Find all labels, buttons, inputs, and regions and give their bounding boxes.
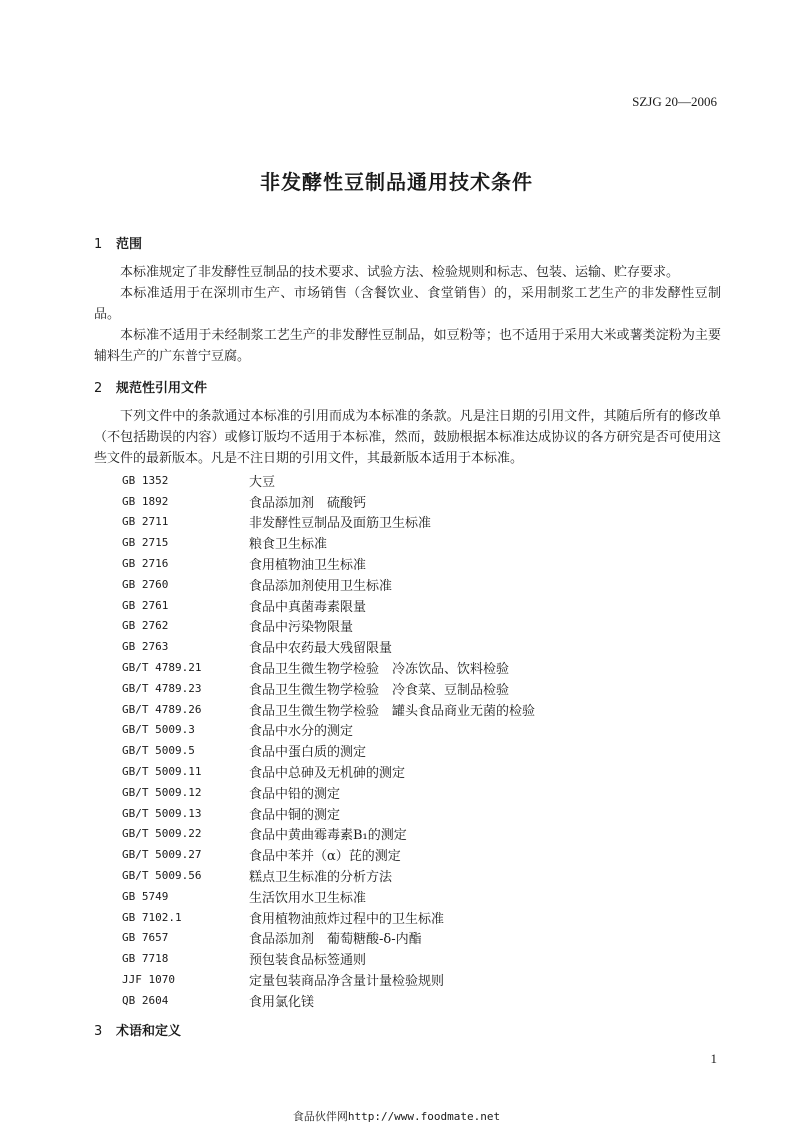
- reference-name: 食品中真菌毒素限量: [249, 599, 367, 615]
- reference-name: 食用氯化镁: [249, 994, 315, 1010]
- standard-code: SZJG 20—2006: [632, 94, 717, 109]
- reference-row: [122, 553, 535, 574]
- reference-row: [122, 616, 535, 637]
- paragraph: 本标准规定了非发酵性豆制品的技术要求、试验方法、检验规则和标志、包装、运输、贮存要求。: [120, 265, 680, 280]
- paragraph: 本标准不适用于未经制浆工艺生产的非发酵性豆制品，如豆粉等；也不适用于采用大米或薯类淀粉为主要辅料生产的广东普宁豆腐。: [94, 328, 721, 364]
- reference-row: [122, 595, 535, 616]
- reference-code: GB 2716: [122, 557, 169, 571]
- reference-code: QB 2604: [122, 993, 169, 1007]
- reference-name: 食品中铅的测定: [249, 786, 341, 802]
- reference-code: GB/T 5009.56: [122, 869, 202, 883]
- reference-row: [122, 948, 535, 969]
- reference-name: 大豆: [249, 474, 276, 490]
- section-number: 1: [94, 237, 103, 252]
- document-title: 非发酵性豆制品通用技术条件: [260, 170, 533, 194]
- reference-row: [122, 470, 535, 491]
- reference-name: 食品卫生微生物学检验 罐头食品商业无菌的检验: [249, 703, 536, 719]
- reference-name: 生活饮用水卫生标准: [249, 890, 367, 906]
- reference-code: GB 7102.1: [122, 910, 182, 924]
- reference-row: [122, 969, 535, 990]
- reference-row: [122, 574, 535, 595]
- reference-name: 食品中水分的测定: [249, 724, 354, 740]
- section-number: 2: [94, 381, 103, 396]
- reference-code: GB/T 5009.5: [122, 744, 195, 758]
- section-title: 规范性引用文件: [116, 381, 208, 396]
- reference-name: 食品添加剂使用卫生标准: [249, 578, 393, 594]
- reference-code: GB 5749: [122, 889, 169, 903]
- reference-row: [122, 865, 535, 886]
- reference-name: 预包装食品标签通则: [249, 953, 367, 969]
- reference-row: [122, 782, 535, 803]
- reference-row: [122, 491, 535, 512]
- section-3-heading: [94, 1020, 181, 1039]
- reference-code: GB 1352: [122, 473, 169, 487]
- reference-row: [122, 657, 535, 678]
- reference-row: [122, 678, 535, 699]
- reference-code: GB/T 5009.3: [122, 723, 195, 737]
- reference-row: [122, 907, 535, 928]
- reference-row: [122, 803, 535, 824]
- reference-code: GB 2763: [122, 640, 169, 654]
- footer-watermark: 食品伙伴网http://www.foodmate.net: [292, 1110, 501, 1123]
- reference-code: GB/T 4789.21: [122, 661, 202, 675]
- reference-name: 食品中黄曲霉毒素B₁的测定: [249, 828, 407, 844]
- reference-name: 食品中污染物限量: [249, 620, 354, 636]
- section-1-heading: [94, 233, 142, 252]
- reference-row: [122, 740, 535, 761]
- reference-name: 食品中苯并（α）芘的测定: [249, 849, 401, 865]
- reference-row: [122, 886, 535, 907]
- reference-code: GB 1892: [122, 494, 169, 508]
- reference-name: 食品添加剂 葡萄糖酸-δ-内酯: [249, 932, 422, 948]
- reference-row: [122, 636, 535, 657]
- reference-code: GB/T 5009.13: [122, 806, 202, 820]
- section-2-heading: [94, 377, 207, 396]
- reference-code: GB 2760: [122, 577, 169, 591]
- reference-name: 食品中农药最大残留限量: [249, 641, 393, 657]
- reference-row: [122, 928, 535, 949]
- reference-code: GB/T 4789.26: [122, 702, 202, 716]
- reference-code: JJF 1070: [122, 973, 175, 987]
- reference-code: GB 2715: [122, 536, 169, 550]
- reference-row: [122, 990, 535, 1011]
- reference-row: [122, 824, 535, 845]
- reference-code: GB/T 5009.11: [122, 765, 202, 779]
- reference-code: GB 7657: [122, 931, 169, 945]
- paragraph: 本标准适用于在深圳市生产、市场销售（含餐饮业、食堂销售）的，采用制浆工艺生产的非发酵性豆制品。: [94, 286, 721, 322]
- reference-list: [122, 470, 535, 1011]
- section-number: 3: [94, 1024, 103, 1039]
- reference-row: [122, 720, 535, 741]
- reference-code: GB/T 5009.12: [122, 785, 202, 799]
- reference-code: GB/T 4789.23: [122, 681, 202, 695]
- reference-row: [122, 844, 535, 865]
- reference-code: GB 2762: [122, 619, 169, 633]
- section-title: 范围: [116, 237, 143, 252]
- reference-name: 糕点卫生标准的分析方法: [249, 870, 393, 886]
- reference-name: 食品中铜的测定: [249, 807, 341, 823]
- reference-code: GB 2711: [122, 515, 169, 529]
- reference-row: [122, 532, 535, 553]
- paragraph: 下列文件中的条款通过本标准的引用而成为本标准的条款。凡是注日期的引用文件，其随后所有的修改单（不包括勘误的内容）或修订版均不适用于本标准，然而，鼓励根据本标准达成协议的各方研究是否可使用这些文件的最新版本。凡是不注日期的引用文件，其最新版本适用于本标准。: [94, 409, 721, 466]
- reference-code: GB/T 5009.27: [122, 848, 202, 862]
- section-title: 术语和定义: [116, 1024, 182, 1039]
- reference-code: GB/T 5009.22: [122, 827, 202, 841]
- reference-name: 食品卫生微生物学检验 冷冻饮品、饮料检验: [249, 662, 510, 678]
- reference-code: GB 2761: [122, 598, 169, 612]
- reference-name: 食用植物油卫生标准: [249, 558, 367, 574]
- reference-name: 非发酵性豆制品及面筋卫生标准: [249, 516, 432, 532]
- reference-row: [122, 512, 535, 533]
- reference-name: 食品卫生微生物学检验 冷食菜、豆制品检验: [249, 682, 510, 698]
- reference-code: GB 7718: [122, 952, 169, 966]
- reference-name: 粮食卫生标准: [249, 537, 328, 553]
- reference-name: 食品中总砷及无机砷的测定: [249, 766, 406, 782]
- reference-name: 食品中蛋白质的测定: [249, 745, 367, 761]
- reference-name: 食品添加剂 硫酸钙: [249, 495, 367, 511]
- page-number: 1: [710, 1051, 717, 1066]
- reference-row: [122, 761, 535, 782]
- reference-name: 食用植物油煎炸过程中的卫生标准: [249, 911, 445, 927]
- reference-row: [122, 699, 535, 720]
- reference-name: 定量包装商品净含量计量检验规则: [249, 974, 445, 990]
